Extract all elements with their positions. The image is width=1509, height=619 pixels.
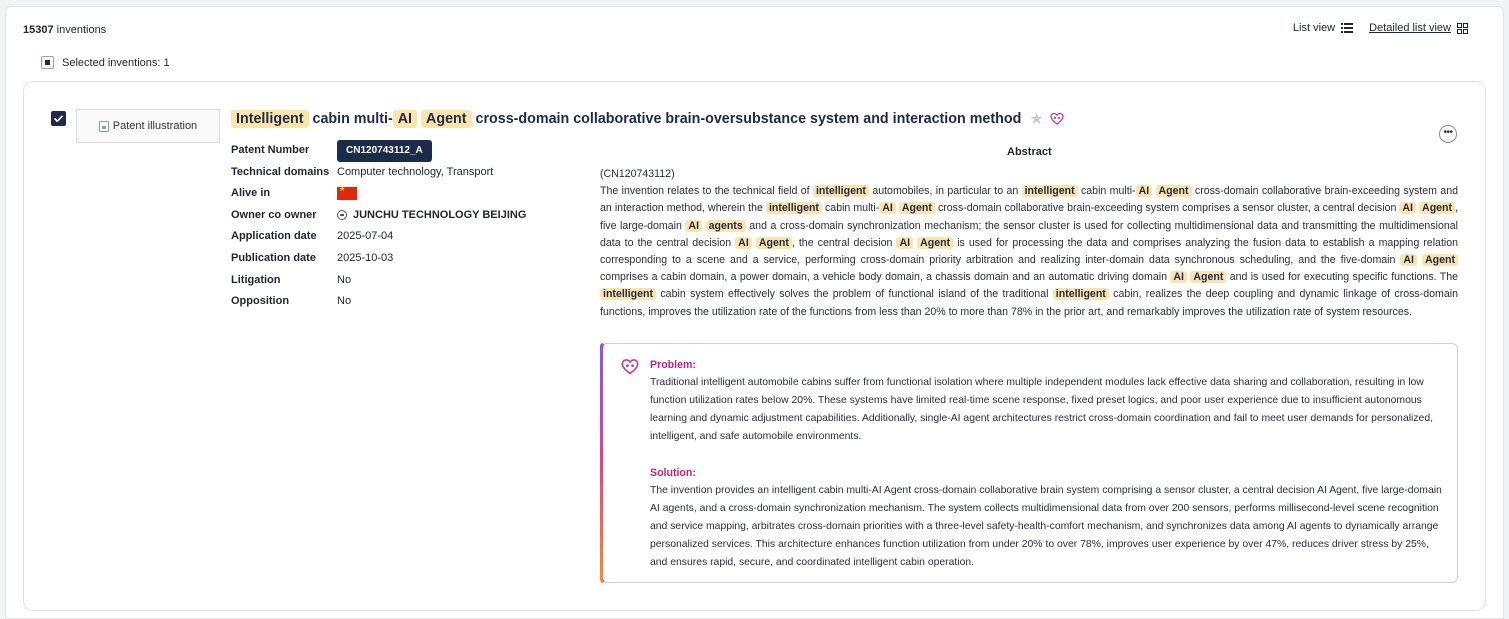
abstract-highlight: intelligent (600, 288, 656, 300)
alive-in-value (337, 187, 357, 200)
problem-section (650, 356, 1442, 446)
abstract-run: cabin, realizes the deep coupling and dynamic linkage of cross-domain functions, improves the utilization rate of the functions from less than 20% to more than 78% in the prior art, and remarkably improves the utilization rate of system resources. (600, 288, 1458, 318)
invention-title[interactable] (231, 109, 1064, 129)
abstract-run: and a cross-domain synchronization mechanism; the sensor cluster is used for collecting multidimensional data and transmitting the multidimensional data to the central decision (600, 219, 1458, 249)
abstract-highlight: agents (706, 220, 746, 232)
detailed-list-view-label: Detailed list view (1369, 22, 1451, 34)
solution-label: Solution: (650, 467, 696, 479)
more-options-button[interactable]: ••• (1439, 125, 1457, 143)
owner-value (337, 209, 526, 221)
detailed-list-view-button[interactable] (1369, 22, 1468, 34)
abstract-run: The invention relates to the technical field of (600, 185, 813, 198)
abstract-highlight: Agent (756, 237, 792, 249)
view-switcher (1293, 22, 1468, 34)
select-all-checkbox[interactable] (41, 56, 54, 69)
abstract-highlight: AI (879, 202, 896, 214)
ai-summary-box (600, 343, 1458, 583)
opposition-label: Opposition (231, 295, 290, 308)
title-text (231, 111, 1021, 127)
problem-text: Traditional intelligent automobile cabins suffer from functional isolation where multiple independent modules lack effective data sharing and collaboration, resulting in low function utilization rates below 20%. These systems have limited real-time scene response, fixed preset logics, and poor user experience due to insufficient autonomous learning and dynamic adjustment capabilities. Additionally, single-AI agent architectures restrict cross-domain coordination and fail to meet user demands for personalized, intelligent, and safe automobile environments. (650, 377, 1433, 442)
company-icon (337, 210, 347, 220)
abstract-highlight: AI (1400, 254, 1417, 266)
abstract-highlight: intelligent (766, 202, 822, 214)
invention-card (23, 81, 1486, 611)
patent-number-label: Patent Number (231, 144, 310, 156)
results-count (23, 24, 106, 36)
ai-assistant-icon[interactable] (1050, 112, 1064, 126)
abstract-highlight: AI (1399, 202, 1416, 214)
abstract-run: cabin multi- (1077, 185, 1136, 198)
results-panel (5, 6, 1504, 619)
litigation-value: No (337, 273, 352, 286)
abstract-run: cross-domain collaborative brain-exceeding system comprises a sensor cluster, a central decision (934, 202, 1400, 215)
title-highlight: Agent (421, 110, 472, 128)
abstract-run: cross-domain collaborative brain-exceeding system and an interaction method, wherein the (600, 185, 1458, 215)
publication-date-value: 2025-10-03 (337, 251, 394, 264)
abstract-run: , the central decision (791, 236, 897, 249)
technical-domains-value: Computer technology, Transport (337, 165, 494, 178)
opposition-value: No (337, 295, 352, 308)
abstract-run: and is used for executing specific functions. The (1226, 271, 1458, 284)
selected-inventions-row (41, 56, 170, 69)
abstract-highlight: intelligent (1022, 185, 1078, 197)
title-highlight: Intelligent (231, 110, 309, 128)
solution-text: The invention provides an intelligent cabin multi-AI Agent cross-domain collaborative brain system comprising a sensor cluster, a central decision AI Agent, five large-domain AI agents, and a cross-domain synchronization mechanism. The system collects multidimensional data from over 200 sensors, performs millisecond-level scene recognition and service mapping, arbitrates cross-domain priorities with a three-level safety-health-comfort mechanism, and synchronizes data among AI agents to dynamically arrange personalized services. This architecture enhances function utilization from under 20% to over 78%, improves user experience by over 47%, reduces driver stress by 25%, and ensures rapid, secure, and coordinated intelligent cabin operation. (650, 485, 1442, 568)
title-run: cross-domain collaborative brain-oversubstance system and interaction method (471, 111, 1022, 127)
abstract-highlight: intelligent (813, 185, 869, 197)
patent-thumbnail[interactable] (76, 109, 220, 143)
abstract-id: (CN120743112) (600, 168, 675, 180)
patent-number-badge[interactable]: CN120743112_A (337, 140, 432, 162)
list-view-button[interactable] (1293, 22, 1353, 34)
title-highlight: AI (393, 110, 417, 128)
abstract-highlight: Agent (917, 237, 953, 249)
technical-domains-label: Technical domains (231, 165, 330, 178)
application-date-value: 2025-07-04 (337, 230, 394, 243)
abstract-text (600, 166, 1458, 321)
abstract-run: is used for processing the data and comprises analyzing the fusion data to establish a mapping relation corresponding to a scene and a service, performing cross-domain priority arbitration and realizing inter-domain data synchronous scheduling, and the five-domain (600, 236, 1459, 267)
litigation-label: Litigation (231, 273, 281, 286)
list-view-label: List view (1292, 22, 1336, 34)
abstract-run: automobiles, in particular to an (868, 185, 1022, 198)
abstract-highlight: Agent (899, 202, 935, 214)
abstract-highlight: AI (735, 237, 752, 249)
grid-icon (1457, 23, 1468, 34)
abstract-heading: Abstract (1007, 146, 1052, 158)
owner-label: Owner co owner (231, 208, 317, 221)
abstract-highlight: Agent (1422, 254, 1458, 266)
list-icon (1341, 23, 1353, 33)
abstract-body (600, 183, 1458, 321)
application-date-label: Application date (231, 230, 317, 243)
alive-in-label: Alive in (231, 187, 271, 200)
solution-section (650, 464, 1442, 572)
abstract-run: cabin system effectively solves the problem of functional island of the traditional (656, 288, 1053, 301)
title-run: cabin multi- (308, 111, 393, 127)
thumbnail-alt-text: Patent illustration (112, 120, 198, 132)
abstract-highlight: Agent (1190, 271, 1226, 283)
abstract-run: cabin multi- (821, 202, 880, 215)
abstract-highlight: Agent (1419, 202, 1455, 214)
abstract-highlight: AI (1170, 271, 1187, 283)
owner-name[interactable]: JUNCHU TECHNOLOGY BEIJING (353, 208, 527, 221)
abstract-run: comprises a cabin domain, a power domain, a vehicle body domain, a chassis domain and an automatic driving domain (600, 271, 1171, 284)
abstract-highlight: Agent (1156, 185, 1192, 197)
ai-summary-icon (621, 358, 639, 376)
results-count-number: 15307 (23, 24, 54, 36)
selected-inventions-label: Selected inventions: 1 (62, 56, 170, 69)
star-icon[interactable]: ★ (1029, 111, 1044, 128)
abstract-highlight: AI (896, 237, 913, 249)
problem-label: Problem: (650, 359, 696, 371)
abstract-highlight: AI (685, 220, 702, 232)
abstract-highlight: intelligent (1053, 288, 1109, 300)
abstract-highlight: AI (1136, 185, 1153, 197)
abstract-run: , five large-domain (600, 202, 1459, 232)
china-flag-icon (337, 187, 357, 200)
results-count-suffix: inventions (53, 24, 107, 36)
invention-checkbox[interactable] (51, 111, 66, 126)
broken-image-icon (99, 121, 109, 132)
publication-date-label: Publication date (231, 251, 316, 264)
checkmark-icon (51, 111, 66, 126)
